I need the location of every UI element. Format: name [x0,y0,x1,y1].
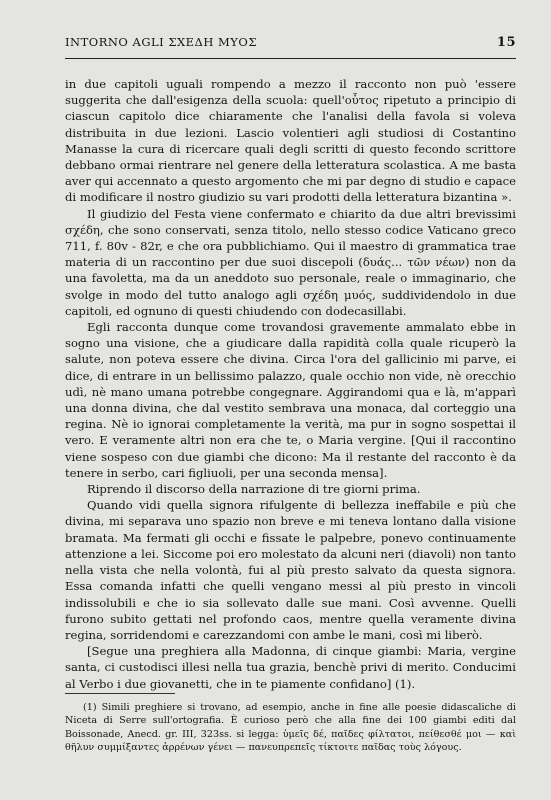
running-head [65,35,516,50]
header-rule [65,58,516,59]
footnote-rule [65,693,175,694]
footnote: (1) Simili preghiere si trovano, ad esempio, anche in fine alle poesie didascaliche di Niceta di Serre sull'ortografia. È curioso però che alla fine dei 100 giambi editi dal Boissonade, Anecd. gr. III, 323ss. si legga: ὑμεῖς δέ, παῖδες φίλτατοι, πείθεσθέ μοι — καὶ θῆλυν συμμίξαντες ἀρρένων γένει — πανευπρεπεῖς τίκτοιτε παῖδας τοὺς λόγους. [65,702,516,754]
paragraph: in due capitoli uguali rompendo a mezzo il racconto non può 'essere suggerita che dall'esigenza della scuola: quell'οὗτος ripetuto a principio di ciascun capitolo dice chiaramente che l'analisi della favola si voleva distribuita in due lezioni. Lascio volentieri agli studiosi di Costantino Manasse la cura di ricercare quali degli scritti di questo fecondo scrittore debbano ormai rientrare nel genere della letteratura scolastica. A me basta aver qui accennato a questo argomento che mi par degno di studio e capace di modificare il nostro giudizio su vari prodotti della letteratura bizantina ». [65,77,516,205]
body-text [65,76,516,692]
page-number: 15 [496,35,516,50]
paragraph: Quando vidi quella signora rifulgente di bellezza ineffabile e più che divina, mi separava uno spazio non breve e mi teneva lontano dalla visione bramata. Ma fermati gli occhi e fissate le palpebre, ponevo continuamente attenzione a lei. Siccome poi ero molestato da alcuni neri (diavoli) non tanto nella vista che nella volontà, fui al più presto salvato da questa signora. Essa comanda infatti che quelli vengano messi al più presto in vincoli indissolubili e che io sia sollevato dalle sue mani. Così avvenne. Quelli furono subito gettati nel profondo caos, mentre quella veramente divina regina, sorridendomi e carezzandomi con ambe le mani, così mi liberò. [65,498,516,642]
paragraph: Riprendo il discorso della narrazione di tre giorni prima. [87,482,421,497]
paragraph: [Segue una preghiera alla Madonna, di cinque giambi: Maria, vergine santa, ci custodisci illesi nella tua grazia, benchè privi di merito. Conducimi al Verbo i due giovanetti, che in te piamente confidano] (1). [65,644,516,691]
paragraph: Egli racconta dunque come trovandosi gravemente ammalato ebbe in sogno una visione, che a giudicare dalla rapidità colla quale ricuperò la salute, non poteva essere che divina. Circa l'ora del gallicinio mi parve, ei dice, di entrare in un bellissimo palazzo, quale occhio non vide, nè orecchio udì, nè mano umana potrebbe congegnare. Aggirandomi qua e là, m'apparì una donna divina, che dal vestito sembrava una monaca, dal corteggio una regina. Nè io ignorai completamente la verità, ma pur in sogno sospettai il vero. E veramente altri non era che te, o Maria vergine. [Qui il raccontino viene sospeso con due giambi che dicono: Ma il restante del racconto è da tenere in serbo, cari figliuoli, per una seconda mensa]. [65,320,516,480]
paragraph: Il giudizio del Festa viene confermato e chiarito da due altri brevissimi σχέδη, che sono conservati, senza titolo, nello stesso codice Vaticano greco 711, f. 80v - 82r, e che ora pubblichiamo. Qui il maestro di grammatica trae materia di un raccontino per due suoi discepoli (δυάς... τῶν νέων) non da una favoletta, ma da un aneddoto suo personale, reale o immaginario, che svolge in modo del tutto analogo agli σχέδη μυός, suddividendolo in due capitoli, ed ognuno di questi chiudendo con dodecasillabi. [65,206,516,318]
running-title: INTORNO AGLI ΣΧΕΔΗ ΜΥΟΣ [65,35,257,49]
